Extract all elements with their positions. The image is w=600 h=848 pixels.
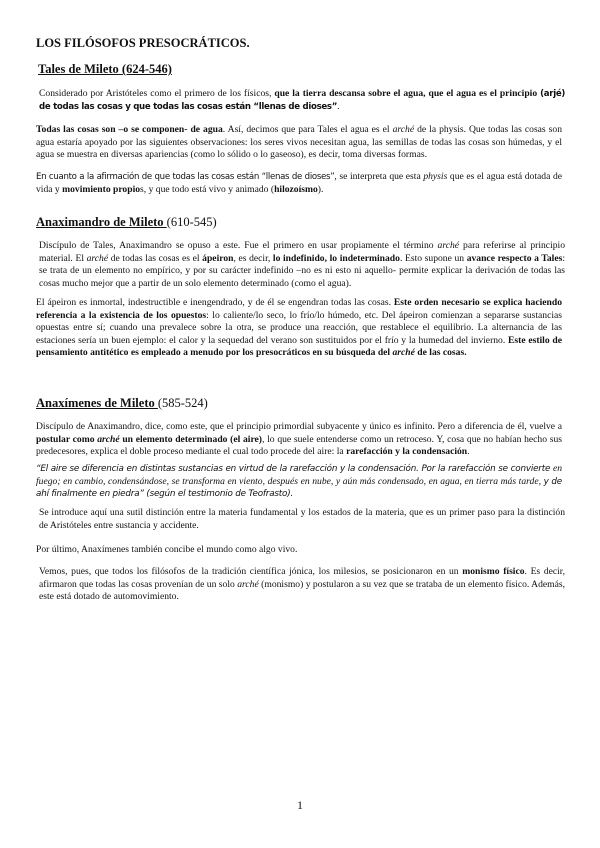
section-heading-anaximenes: Anaxímenes de Mileto (585-524) [36, 396, 208, 410]
paragraph: Todas las cosas son –o se componen- de agua. Así, decimos que para Tales el agua es el arché de la physis. Que todas las cosas son agua estaría apoyado por las siguientes observaciones: los seres vivos necesitan agua, las semillas de todas las cosas son húmedas, y el agua se muestra en diversas apariencias (como lo sólido o lo gaseoso), es decir, toma diversas formas. [36, 124, 562, 161]
paragraph: Vemos, pues, que todos los filósofos de la tradición científica jónica, los milesios, se posicionaron en un monismo físico. Es decir, afirmaron que todas las cosas provenían de un solo arché (monismo) y postularon a su vez que se trataba de un elemento físico. Además, este está dotado de automovimiento. [39, 566, 566, 603]
section-heading-tales [38, 62, 172, 77]
paragraph: Discípulo de Tales, Anaximandro se opuso a este. Fue el primero en usar propiamente el término arché para referirse al principio material. El arché de todas las cosas es el ápeiron, es decir, lo indefinido, lo indeterminado. Esto supone un avance respecto a Tales: se trata de un elemento no empírico, y por su carácter indefinido –no es ni esto ni aquello- permite explicar la derivación de todas las cosas mucho mejor que a partir de un solo elemento determinado (como el agua). [39, 240, 566, 289]
heading-name: Tales de Mileto (624-546) [38, 62, 172, 76]
paragraph: Por último, Anaxímenes también concibe el mundo como algo vivo. [36, 544, 298, 555]
paragraph: Se introduce aquí una sutil distinción entre la materia fundamental y los estados de la materia, que es un primer paso para la distinción de Aristóteles entre sustancia y accidente. [39, 507, 565, 531]
paragraph: Considerado por Aristóteles como el primero de los físicos, que la tierra descansa sobre el agua, que el agua es el principio (arjé) de todas las cosas y que todas las cosas están “llenas de dioses”. [39, 88, 566, 112]
page-number: 1 [297, 798, 303, 812]
paragraph: En cuanto a la afirmación de que todas las cosas están “llenas de dioses”, se interpreta que esta physis que es el agua está dotada de vida y movimiento propios, y que todo está vivo y animado (hilozoísmo). [36, 171, 562, 195]
paragraph: El ápeiron es inmortal, indestructible e inengendrado, y de él se engendran todas las cosas. Este orden necesario se explica haciendo referencia a la existencia de los opuestos: lo caliente/lo seco, lo frío/lo húmedo, etc. Del ápeiron comienzan a separarse sustancias opuestas entre sí; cuando una prevalece sobre la otra, se produce una reacción, que restablece el equilibrio. La alternancia de las estaciones sería un buen ejemplo: el calor y la sequedad del verano son sustituidos por el frío y la humedad del invierno. Este estilo de pensamiento antitético es empleado a menudo por los presocráticos en su búsqueda del arché de las cosas. [36, 297, 562, 359]
document-title: LOS FILÓSOFOS PRESOCRÁTICOS. [36, 36, 250, 50]
quote-paragraph: “El aire se diferencia en distintas sustancias en virtud de la rarefacción y la condensación. Por la rarefacción se convierte en fuego; en cambio, condensándose, se transforma en viento, después en nube, y aún más condensado, en agua, en tierra más tarde, y de ahí finalmente en piedra” (según el testimonio de Teofrasto). [36, 463, 562, 500]
section-heading-anaximandro: Anaximandro de Mileto (610-545) [36, 215, 217, 229]
paragraph: Discípulo de Anaximandro, dice, como este, que el principio primordial subyacente y único es infinito. Pero a diferencia de él, vuelve a postular como arché un elemento determinado (el aire), lo que suele entenderse como un retroceso. Y, cosa que no habían hecho sus predecesores, explica el doble proceso mediante el cual todo procede del aire: la rarefacción y la condensación. [36, 421, 562, 458]
